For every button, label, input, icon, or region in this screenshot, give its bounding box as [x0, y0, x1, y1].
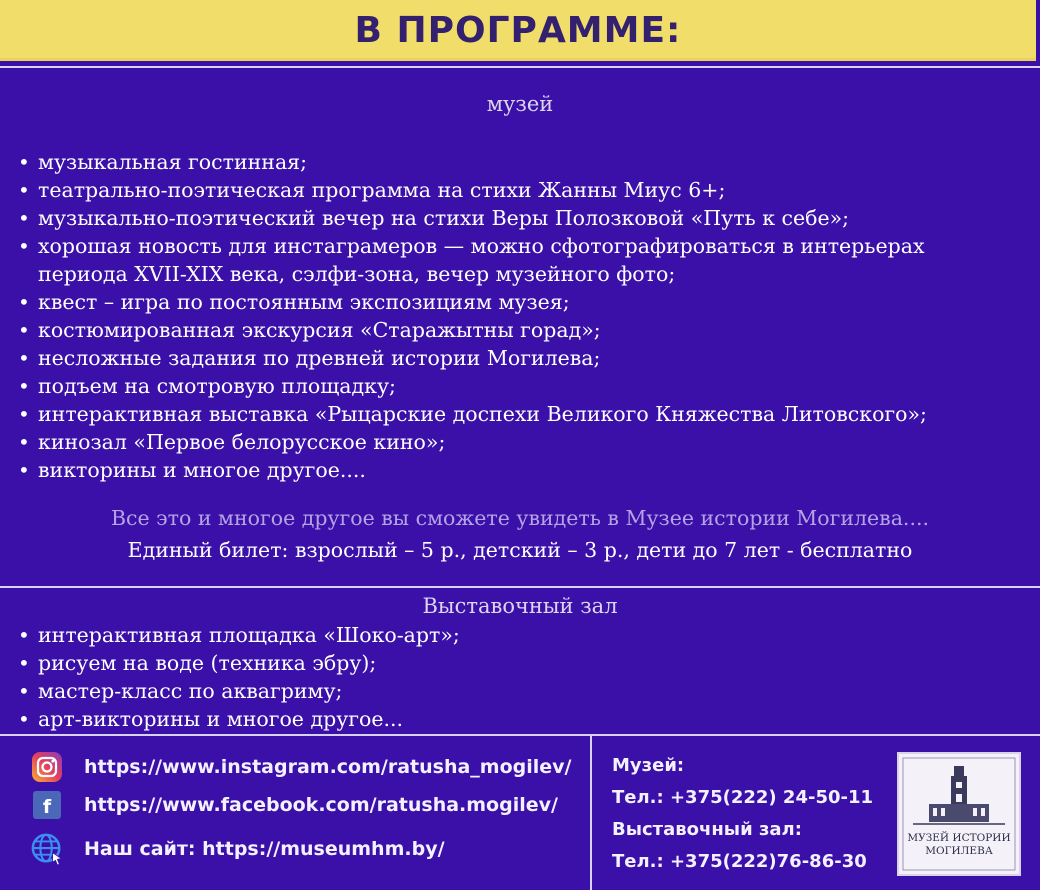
list-item: • квест – игра по постоянным экспозициям музея; — [18, 288, 1008, 316]
museum-contact — [612, 750, 873, 814]
instagram-link[interactable]: https://www.instagram.com/ratusha_mogilev/ — [84, 756, 572, 778]
divider-middle — [0, 586, 1040, 588]
list-item: • мастер-класс по аквагриму; — [18, 677, 1008, 705]
divider-top — [0, 66, 1040, 68]
program-banner — [0, 0, 1036, 61]
globe-icon — [30, 832, 64, 866]
facebook-link[interactable]: https://www.facebook.com/ratusha.mogilev/ — [84, 794, 558, 816]
list-item: • театрально-поэтическая программа на стихи Жанны Миус 6+; — [18, 176, 1008, 204]
list-item: • подъем на смотровую площадку; — [18, 372, 1008, 400]
hall-phone[interactable]: Тел.: +375(222)76-86-30 — [612, 851, 867, 872]
museum-note: Все это и многое другое вы сможете увидеть в Музее истории Могилева.... — [110, 506, 930, 530]
hall-contact — [612, 814, 867, 878]
list-item: • музыкальная гостинная; — [18, 148, 1008, 176]
museum-phone[interactable]: Тел.: +375(222) 24-50-11 — [612, 787, 874, 808]
site-row[interactable] — [30, 832, 445, 866]
banner-title: В ПРОГРАММЕ: — [354, 10, 682, 51]
list-item: • арт-викторины и многое другое... — [18, 705, 1008, 733]
svg-text:f: f — [42, 796, 52, 818]
instagram-row[interactable] — [30, 750, 572, 784]
list-item: • интерактивная выставка «Рыцарские доспехи Великого Княжества Литовского»; — [18, 400, 1008, 428]
facebook-icon — [30, 788, 64, 822]
hall-list — [18, 621, 1008, 733]
logo-line1: МУЗЕЙ ИСТОРИИ — [907, 832, 1011, 844]
museum-list — [18, 148, 1008, 484]
list-item: • музыкально-поэтический вечер на стихи Веры Полозковой «Путь к себе»; — [18, 204, 1008, 232]
list-item: • кинозал «Первое белорусское кино»; — [18, 428, 1008, 456]
list-item: • интерактивная площадка «Шоко-арт»; — [18, 621, 1008, 649]
facebook-row[interactable] — [30, 788, 558, 822]
list-item: • викторины и многое другое.... — [18, 456, 1008, 484]
site-link[interactable]: Наш сайт: https://museumhm.by/ — [84, 838, 445, 860]
hall-heading: Выставочный зал — [422, 594, 618, 618]
museum-logo — [897, 752, 1021, 876]
ticket-info: Единый билет: взрослый – 5 р., детский – 3 р., дети до 7 лет - бесплатно — [127, 538, 913, 562]
museum-heading: музей — [486, 92, 554, 116]
divider-vertical — [590, 734, 592, 890]
divider-bottom — [0, 734, 1040, 736]
list-item: • хорошая новость для инстаграмеров — можно сфотографироваться в интерьерах периода XVII-XIX века, сэлфи-зона, вечер музейного фото; — [18, 232, 1008, 288]
list-item: • несложные задания по древней истории Могилева; — [18, 344, 1008, 372]
instagram-icon — [30, 750, 64, 784]
logo-line2: МОГИЛЕВА — [925, 845, 993, 857]
list-item: • костюмированная экскурсия «Старажытны горад»; — [18, 316, 1008, 344]
list-item: • рисуем на воде (техника эбру); — [18, 649, 1008, 677]
museum-label: Музей: — [612, 755, 685, 776]
hall-label: Выставочный зал: — [612, 819, 802, 840]
